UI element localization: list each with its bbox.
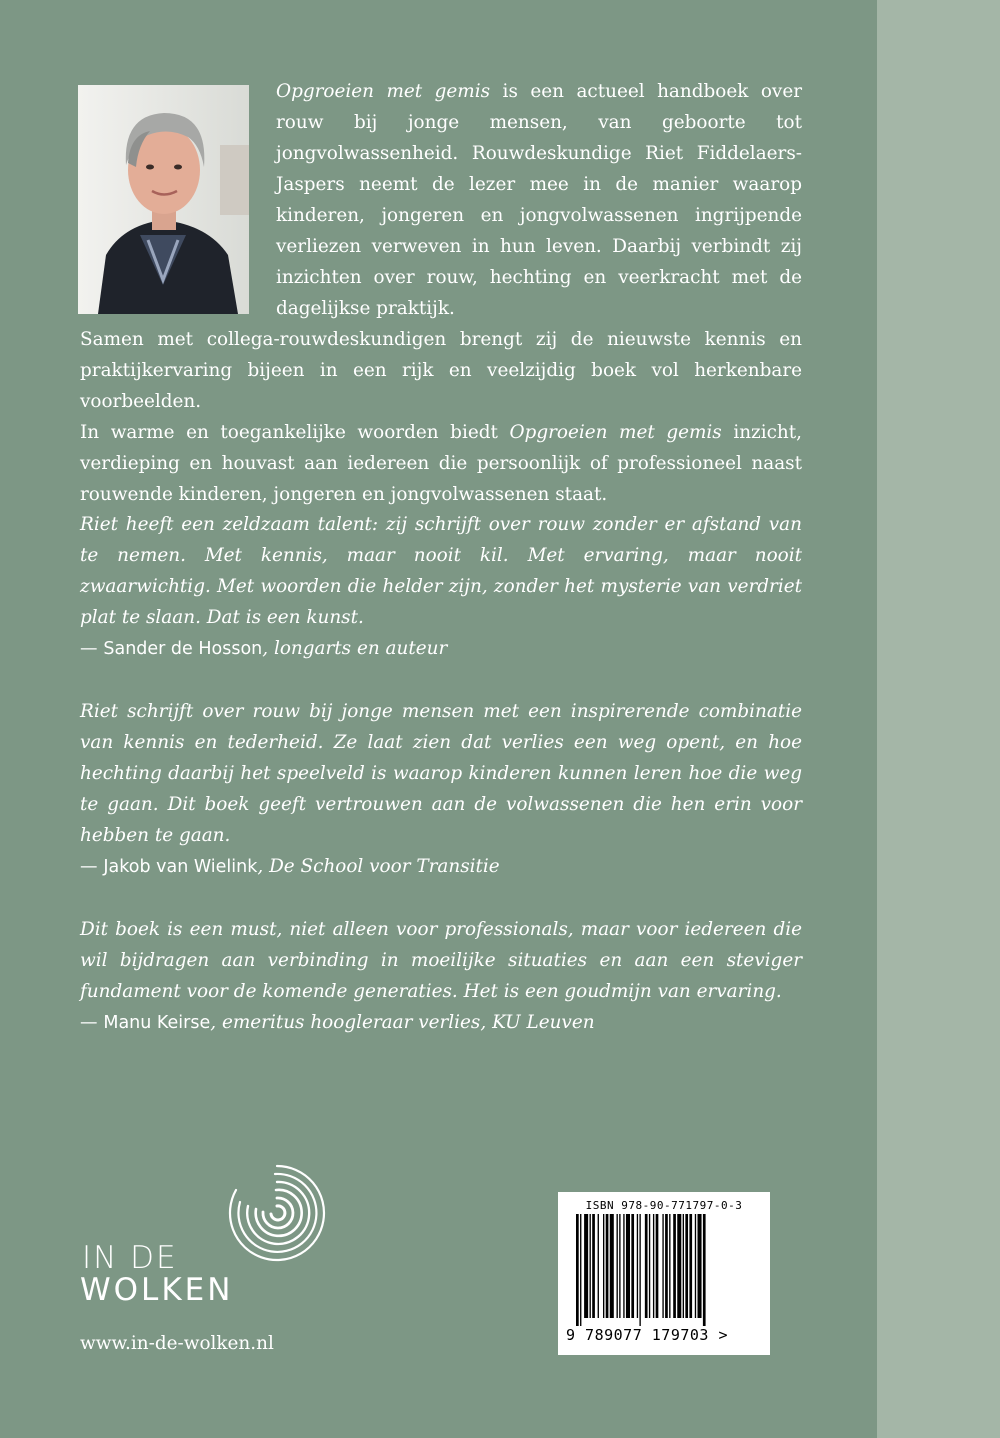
attribution-dash: — [80,857,98,877]
barcode-bar [695,1214,696,1318]
endorser-name: Jakob van Wielink [103,857,258,877]
endorsement-2 [80,696,802,883]
endorsement-1 [80,509,802,665]
blurb-paragraph-2: Samen met collega-rouwdeskundigen brengt zij de nieuwste kennis en praktijkervaring bijeen in een rijk en veelzijdig boek vol herkenbare voorbeelden. [80,329,802,412]
barcode-bar [656,1214,659,1318]
barcode-bar [665,1214,668,1318]
barcode-bar [584,1214,588,1318]
barcode-bar [590,1214,591,1318]
blurb-paragraph-1-text: is een actueel handboek over rouw bij jonge mensen, van geboorte tot jongvolwassenheid. Rouwdeskundige Riet Fiddelaers-Jaspers neemt de lezer mee in de manier waarop kinderen, jongeren en jongvolwassenen ingrijpende verliezen verweven in hun leven. Daarbij verbindt zij inzichten over rouw, hechting en veerkracht met de dagelijkse praktijk. [276,81,802,319]
barcode-bar [683,1214,684,1318]
barcode-bar [649,1214,650,1318]
endorser-role: , De School voor Transitie [257,856,500,877]
logo-text-line-1: IN DE [82,1240,178,1276]
barcode-bar [645,1214,648,1318]
barcode-bar [592,1214,595,1318]
barcode-bar [580,1214,581,1326]
barcode-bar [576,1214,579,1326]
barcode-bar [603,1214,604,1318]
attribution-dash: — [80,639,98,659]
blurb [80,76,802,510]
barcode-bar [653,1214,654,1318]
endorser-name: Manu Keirse [103,1013,211,1033]
attribution-dash: — [80,1013,98,1033]
barcode-bar [677,1214,681,1318]
endorsement-attribution [80,1007,802,1039]
publisher-logo [80,1158,330,1308]
barcode-bar [639,1214,640,1326]
barcode-bar [662,1214,663,1318]
logo-text-line-2: WOLKEN [80,1272,234,1308]
barcode-bar [637,1214,638,1318]
endorsement-text: Riet schrijft over rouw bij jonge mensen met een inspirerende combinatie van kennis en tederheid. Ze laat zien dat verlies een weg opent, en hoe hechting daarbij het speelveld is waarop kinderen kunnen leren hoe die weg te gaan. Dit boek geeft vertrouwen aan de volwassenen die hen erin voor hebben te gaan. [80,701,802,846]
endorsement-3 [80,914,802,1039]
barcode-bar [617,1214,618,1318]
endorsements [80,509,802,1070]
barcode-bar [619,1214,620,1318]
publisher-website[interactable]: www.in-de-wolken.nl [80,1333,274,1354]
book-title-inline: Opgroeien met gemis [509,422,722,443]
barcode-bar [626,1214,630,1318]
barcode-bar [703,1214,706,1326]
isbn-text: ISBN 978-90-771797-0-3 [585,1199,743,1212]
blurb-paragraph-3-start: In warme en toegankelijke woorden biedt [80,422,510,443]
barcode-digits: 9 789077 179703 > [566,1326,729,1344]
endorsement-attribution [80,633,802,665]
barcode-bar [631,1214,634,1318]
barcode-bar [623,1214,624,1318]
isbn-barcode [558,1192,770,1355]
endorsement-attribution [80,851,802,883]
barcode-bar [606,1214,609,1318]
endorser-role: , emeritus hoogleraar verlies, KU Leuven [210,1012,595,1033]
blurb-paragraph-3-rest: inzicht, verdieping en houvast aan iedereen die persoonlijk of professioneel naast rouwende kinderen, jongeren en jongvolwassenen staat. [80,422,802,505]
barcode-bar [610,1214,614,1318]
spiral-icon [226,1162,328,1264]
book-title: Opgroeien met gemis [276,81,491,102]
endorser-name: Sander de Hosson [103,639,263,659]
barcode-bar [669,1214,670,1318]
barcode-bar [685,1214,688,1318]
endorsement-text: Riet heeft een zeldzaam talent: zij schrijft over rouw zonder er afstand van te nemen. Met kennis, maar nooit kil. Met ervaring, maar nooit zwaarwichtig. Met woorden die helder zijn, zonder het mysterie van verdriet plat te slaan. Dat is een kunst. [80,514,802,628]
spine-strip [877,0,1000,1438]
barcode-bar [673,1214,676,1318]
endorsement-text: Dit boek is een must, niet alleen voor professionals, maar voor iedereen die wil bijdragen aan verbinding in moeilijke situaties en aan een steviger fundament voor de komende generaties. Het is een goudmijn van ervaring. [80,919,802,1002]
barcode-bars-icon [574,1214,754,1326]
barcode-bar [698,1214,702,1318]
barcode-bar [598,1214,599,1318]
endorser-role: , longarts en auteur [262,638,448,659]
blurb-paragraph-3 [80,417,802,510]
barcode-bar [689,1214,692,1318]
